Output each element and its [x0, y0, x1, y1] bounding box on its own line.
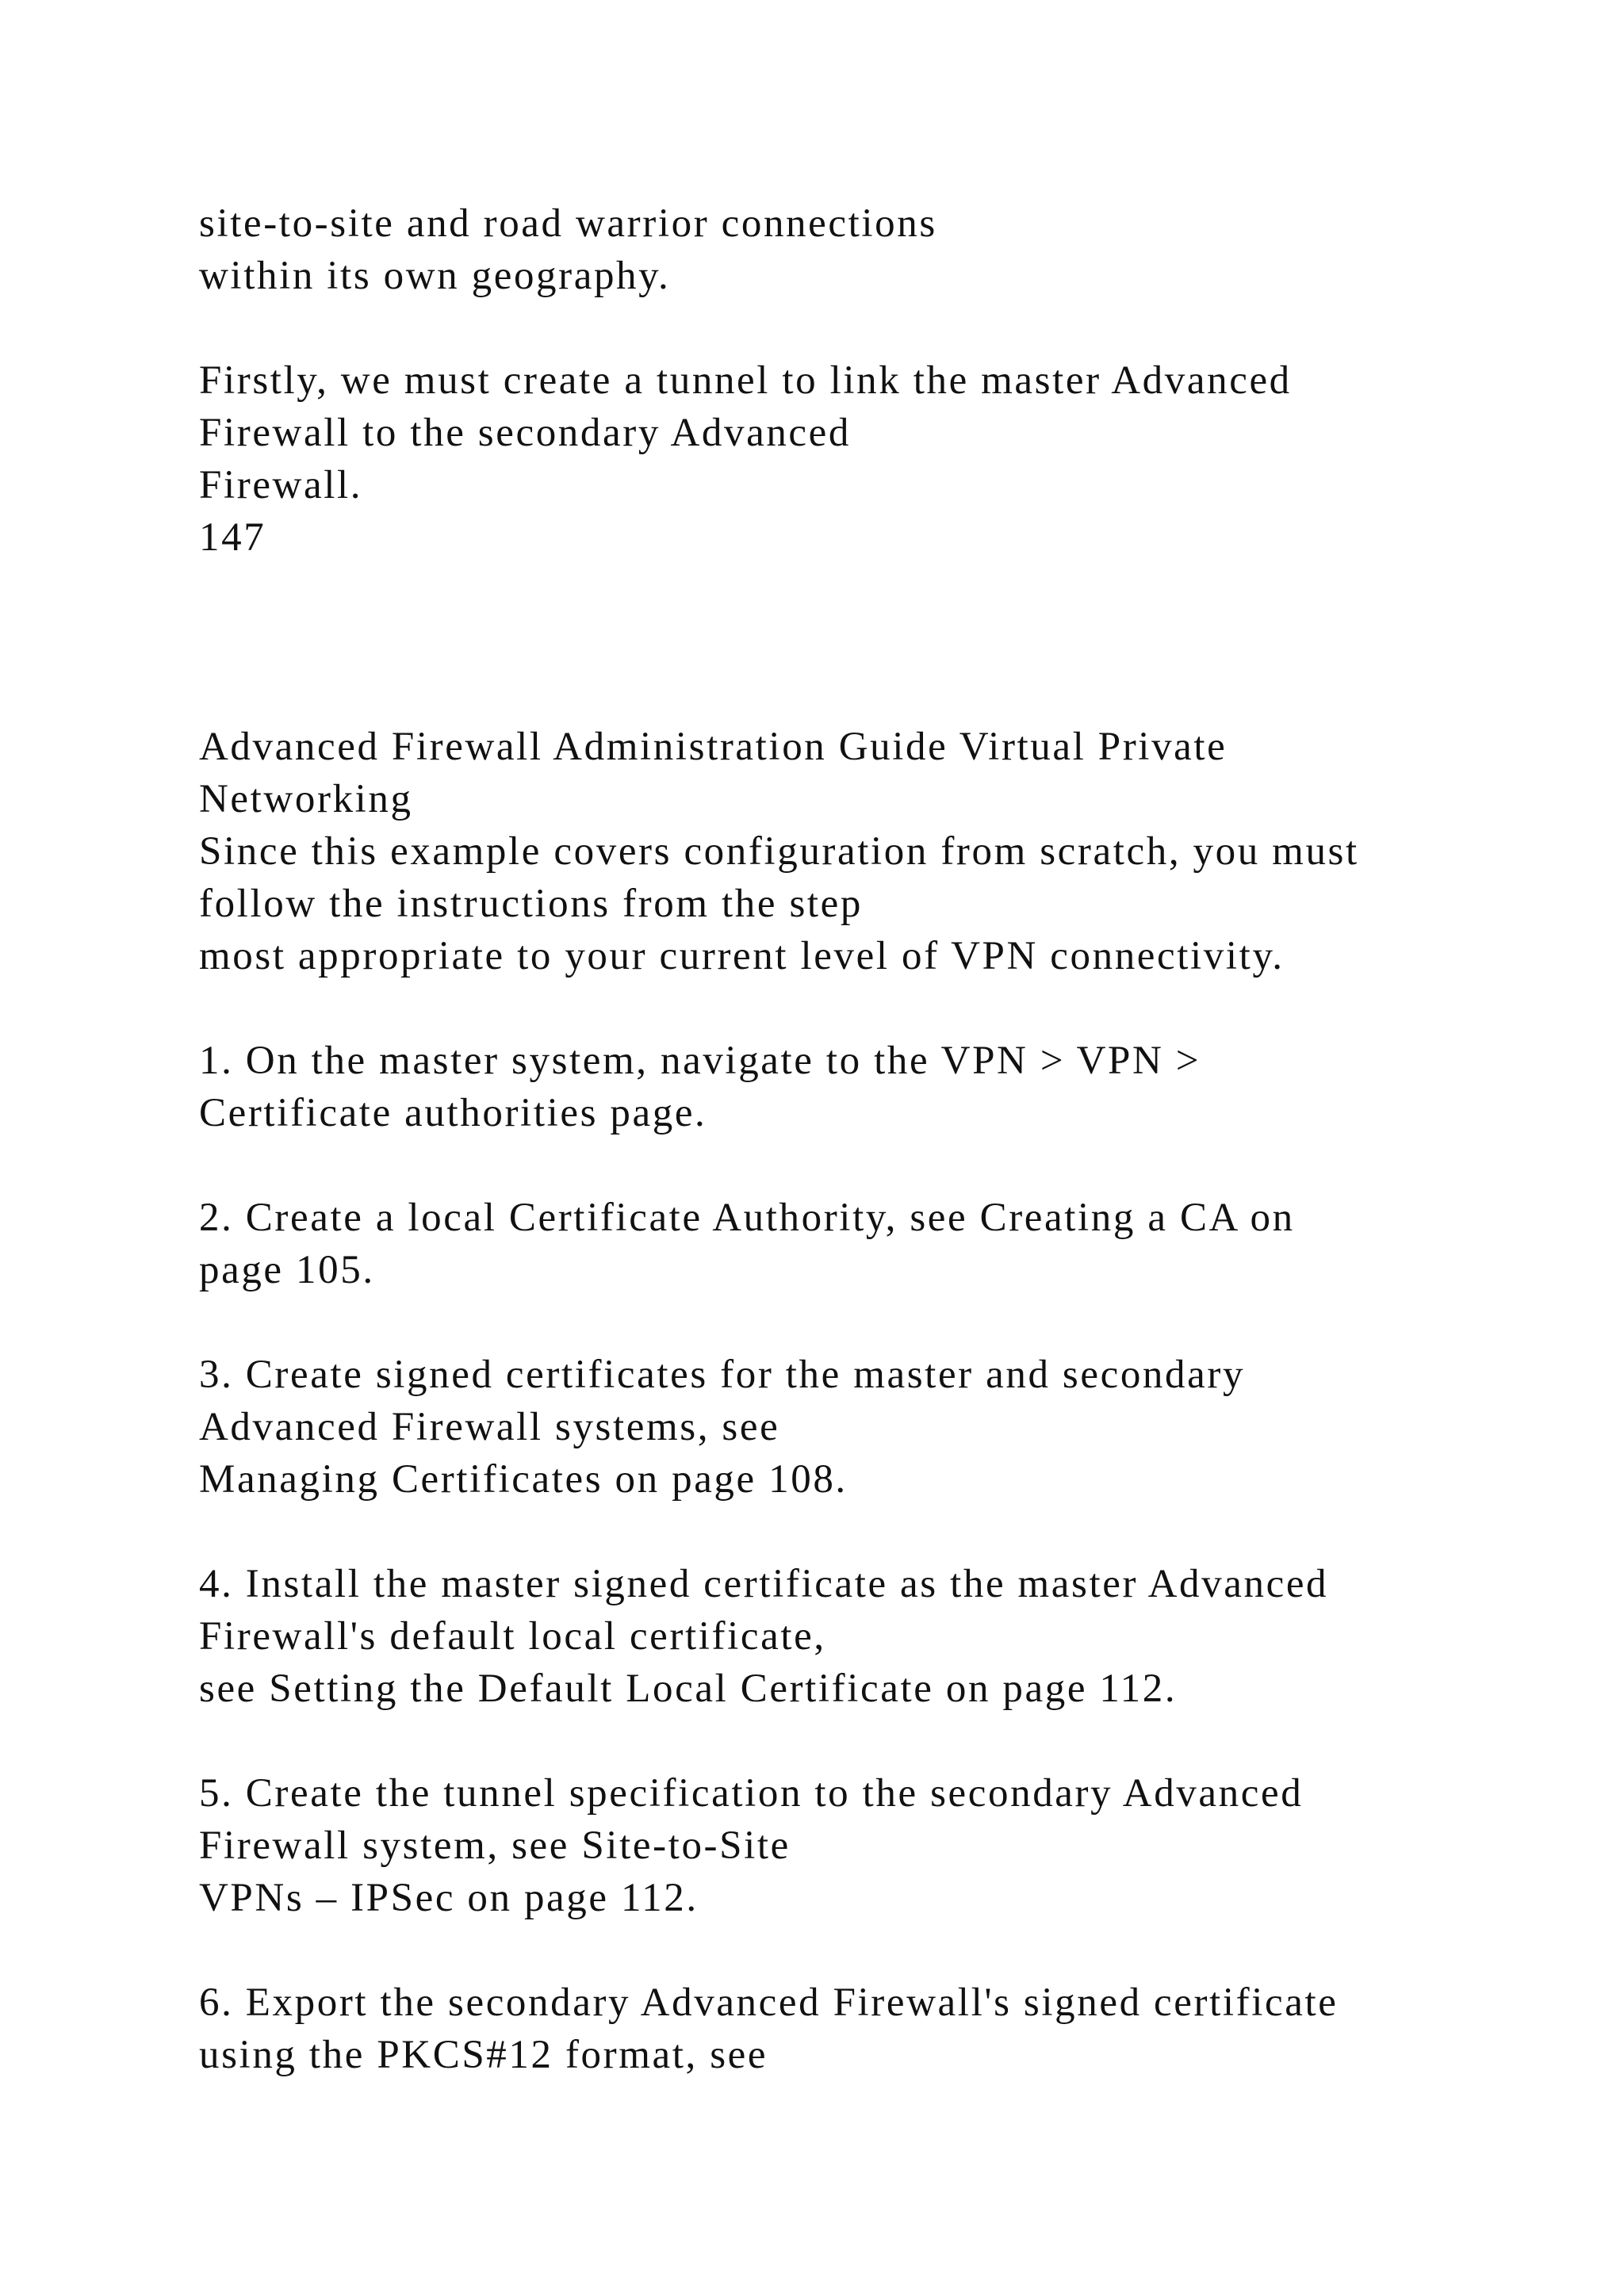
list-item: Firewall system, see Site-to-Site — [199, 1823, 791, 1868]
text-line: follow the instructions from the step — [199, 882, 863, 926]
text-line: Firewall to the secondary Advanced — [199, 411, 851, 455]
list-item: 3. Create signed certificates for the master and secondary — [199, 1353, 1246, 1397]
list-item: Advanced Firewall systems, see — [199, 1405, 780, 1449]
list-item: Managing Certificates on page 108. — [199, 1457, 848, 1502]
list-item: see Setting the Default Local Certificate on page 112. — [199, 1667, 1178, 1711]
list-item: 6. Export the secondary Advanced Firewall's signed certificate — [199, 1980, 1339, 2025]
text-line: site-to-site and road warrior connections — [199, 201, 937, 246]
text-line: Since this example covers configuration from scratch, you must — [199, 829, 1359, 874]
text-line: Firewall. — [199, 463, 363, 507]
running-header: Advanced Firewall Administration Guide Virtual Private — [199, 725, 1228, 769]
list-item: using the PKCS#12 format, see — [199, 2033, 768, 2077]
list-item: 2. Create a local Certificate Authority, see Creating a CA on — [199, 1196, 1295, 1240]
list-item: 4. Install the master signed certificate as the master Advanced — [199, 1562, 1329, 1606]
list-item: Certificate authorities page. — [199, 1091, 707, 1135]
text-line: Firstly, we must create a tunnel to link the master Advanced — [199, 358, 1292, 403]
list-item: 5. Create the tunnel specification to the secondary Advanced — [199, 1771, 1304, 1816]
text-line: within its own geography. — [199, 254, 671, 298]
list-item: VPNs – IPSec on page 112. — [199, 1876, 699, 1920]
list-item: 1. On the master system, navigate to the VPN > VPN > — [199, 1039, 1201, 1083]
text-line: most appropriate to your current level of VPN connectivity. — [199, 934, 1285, 978]
running-header: Networking — [199, 777, 413, 821]
page-number: 147 — [199, 515, 266, 560]
list-item: page 105. — [199, 1248, 375, 1292]
list-item: Firewall's default local certificate, — [199, 1614, 826, 1659]
